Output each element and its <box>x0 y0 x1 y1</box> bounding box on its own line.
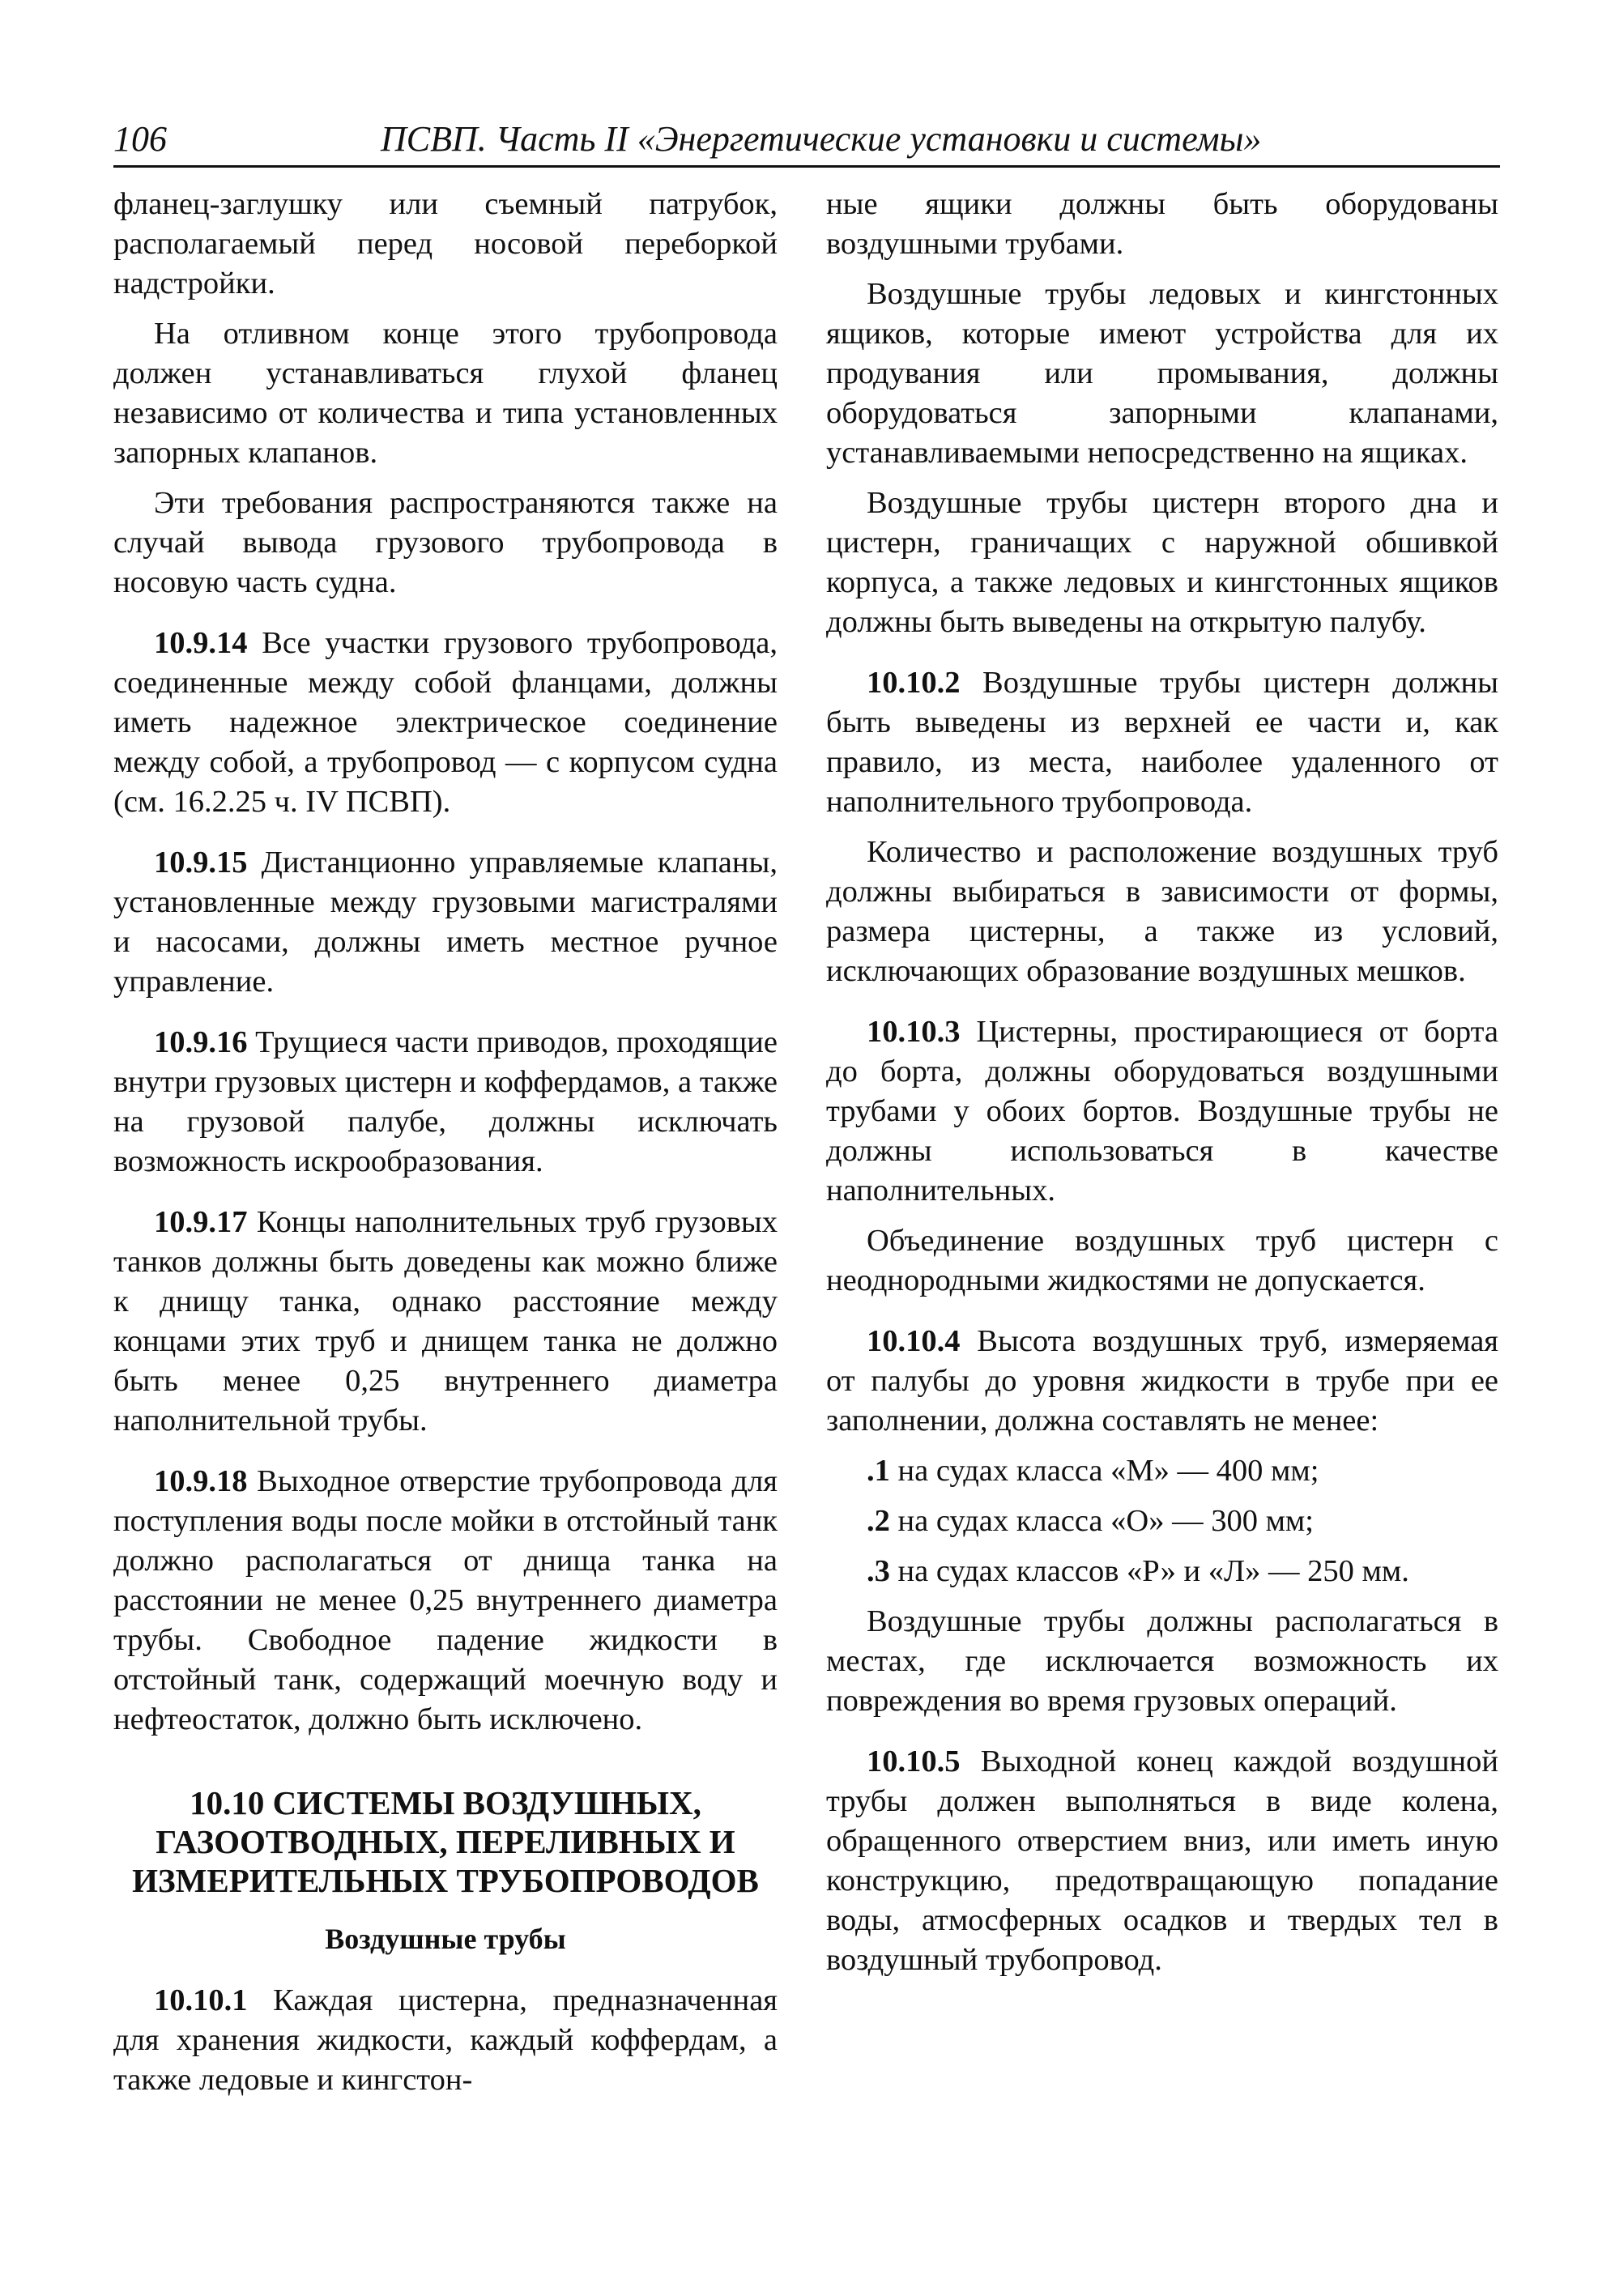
clause-number: 10.9.14 <box>154 626 248 660</box>
paragraph: Воздушные трубы ледовых и кингстонных ящиков, которые имеют устройства для их продувания или промывания, должны оборудоваться запорными клапанами, устанавливаемыми непосредственно на ящиках. <box>826 277 1498 470</box>
clause-10-10-1 <box>113 1981 778 2100</box>
clause-10-9-17 <box>113 1203 778 1441</box>
right-column <box>826 185 1498 1991</box>
clause-number: 10.10.5 <box>867 1744 961 1778</box>
clause-text: Выходное отверстие трубопровода для поступления воды после мойки в отстойный танк должно располагаться от днища танка на расстоянии не менее 0,25 внутреннего диаметра трубы. Свободное падение жидкости в отстойный танк, содержащий моечную воду и нефтеостаток, должно быть исключено. <box>113 1464 778 1736</box>
item-number: .3 <box>867 1554 890 1588</box>
page-number: 106 <box>113 119 167 159</box>
clause-number: 10.9.16 <box>154 1025 248 1059</box>
left-column <box>113 185 778 2111</box>
clause-number: 10.10.3 <box>867 1015 961 1049</box>
clause-number: 10.9.17 <box>154 1205 248 1239</box>
clause-text: Все участки грузового трубопровода, соединенные между собой фланцами, должны иметь надежное электрическое соединение между собой, а трубопровод — с корпусом судна (см. 16.2.25 ч. IV ПСВП). <box>113 626 778 819</box>
item-text: на судах классов «Р» и «Л» — 250 мм. <box>897 1554 1409 1588</box>
clause-number: 10.10.4 <box>867 1324 961 1358</box>
paragraph: Количество и расположение воздушных труб должны выбираться в зависимости от формы, размера цистерны, а также из условий, исключающих образование воздушных мешков. <box>826 835 1498 988</box>
clause-10-9-15 <box>113 843 778 1002</box>
clause-text: Дистанционно управляемые клапаны, установленные между грузовыми магистралями и насосами, должны иметь местное ручное управление. <box>113 846 778 999</box>
clause-text: Выходной конец каждой воздушной трубы должен выполняться в виде колена, обращенного отверстием вниз, или иметь иную конструкцию, предотвращающую попадание воды, атмосферных осадков и твердых тел в воздушный трубопровод. <box>826 1744 1498 1977</box>
paragraph: На отливном конце этого трубопровода должен устанавливаться глухой фланец независимо от количества и типа установленных запорных клапанов. <box>113 317 778 470</box>
paragraph: Эти требования распространяются также на случай вывода грузового трубопровода в носовую часть судна. <box>113 486 778 599</box>
item-number: .1 <box>867 1454 890 1488</box>
clause-text: Воздушные трубы цистерн должны быть выведены из верхней ее части и, как правило, из места, наиболее удаленного от наполнительного трубопровода. <box>826 666 1498 819</box>
clause-text: Цистерны, простирающиеся от борта до борта, должны оборудоваться воздушными трубами у обоих бортов. Воздушные трубы не должны использоваться в качестве наполнительных. <box>826 1015 1498 1208</box>
clause-number: 10.9.15 <box>154 846 248 880</box>
item-number: .2 <box>867 1504 890 1538</box>
clause-10-10-4 <box>826 1322 1498 1441</box>
clause-10-10-2 <box>826 663 1498 822</box>
clause-10-10-3 <box>826 1012 1498 1211</box>
clause-number: 10.9.18 <box>154 1464 248 1498</box>
running-header <box>113 113 1500 168</box>
subsection-heading: Воздушные трубы <box>325 1923 566 1955</box>
item-text: на судах класса «М» — 400 мм; <box>897 1454 1319 1488</box>
list-item <box>826 1552 1498 1591</box>
paragraph: Воздушные трубы цистерн второго дна и цистерн, граничащих с наружной обшивкой корпуса, а также ледовых и кингстонных ящиков должны быть выведены на открытую палубу. <box>826 486 1498 639</box>
header-title: ПСВП. Часть II «Энергетические установки и системы» <box>381 119 1262 159</box>
paragraph: Объединение воздушных труб цистерн с неоднородными жидкостями не допускается. <box>826 1224 1498 1297</box>
paragraph: фланец-заглушку или съемный патрубок, располагаемый перед носовой переборкой надстройки. <box>113 187 778 300</box>
clause-10-9-14 <box>113 624 778 822</box>
clause-10-9-18 <box>113 1462 778 1740</box>
clause-text: Высота воздушных труб, измеряемая от палубы до уровня жидкости в трубе при ее заполнении, должна составлять не менее: <box>826 1324 1498 1438</box>
clause-text: Концы наполнительных труб грузовых танков должны быть доведены как можно ближе к днищу танка, однако расстояние между концами этих труб и днищем танка не должно быть менее 0,25 внутреннего диаметра наполнительной трубы. <box>113 1205 778 1438</box>
clause-text: Каждая цистерна, предназначенная для хранения жидкости, каждый коффердам, а также ледовые и кингстон- <box>113 1983 778 2097</box>
clause-text: Трущиеся части приводов, проходящие внутри грузовых цистерн и коффердамов, а также на грузовой палубе, должны исключать возможность искрообразования. <box>113 1025 778 1178</box>
paragraph: Воздушные трубы должны располагаться в местах, где исключается возможность их повреждения во время грузовых операций. <box>826 1604 1498 1718</box>
item-text: на судах класса «О» — 300 мм; <box>897 1504 1314 1538</box>
paragraph: ные ящики должны быть оборудованы воздушными трубами. <box>826 187 1498 261</box>
clause-10-10-5 <box>826 1742 1498 1980</box>
section-heading: 10.10 СИСТЕМЫ ВОЗДУШНЫХ, ГАЗООТВОДНЫХ, ПЕРЕЛИВНЫХ И ИЗМЕРИТЕЛЬНЫХ ТРУБОПРОВОДОВ <box>132 1784 759 1899</box>
clause-10-9-16 <box>113 1023 778 1182</box>
clause-number: 10.10.1 <box>154 1983 248 2017</box>
clause-number: 10.10.2 <box>867 666 961 700</box>
list-item <box>826 1451 1498 1491</box>
list-item <box>826 1502 1498 1541</box>
